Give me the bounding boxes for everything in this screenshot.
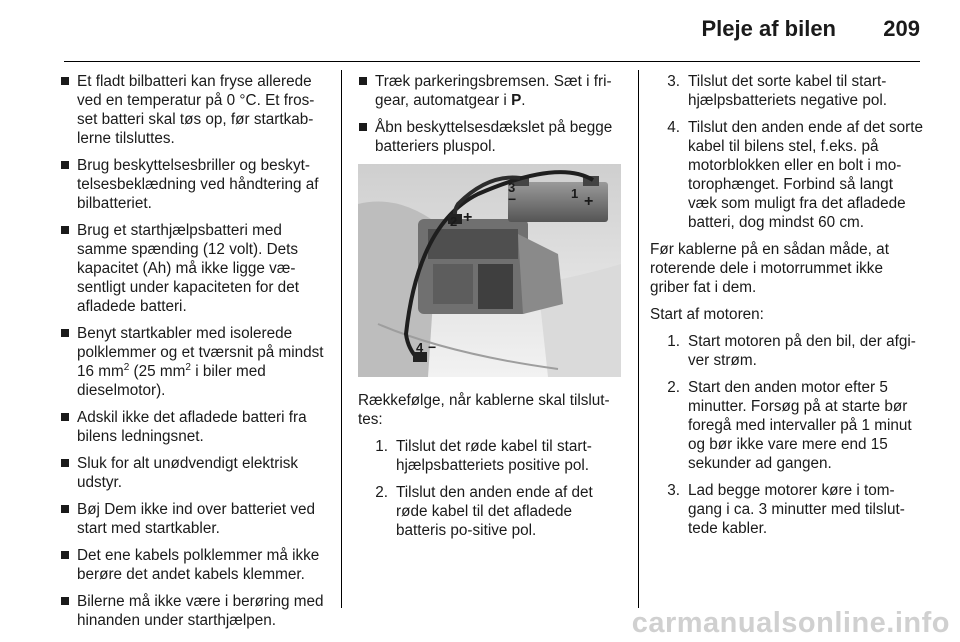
page-title: Pleje af bilen (701, 16, 836, 41)
label-4-minus: − (428, 339, 437, 355)
bullet-item: Sluk for alt unødvendigt elektrisk udstyr. (60, 454, 328, 492)
bullet-item: Bøj Dem ikke ind over batteriet ved start med startkabler. (60, 500, 328, 538)
list-item (650, 378, 925, 473)
bullet-item-cable-spec (60, 324, 328, 400)
bullet-item: Åbn beskyttelsesdækslet på begge batteriers pluspol. (358, 118, 626, 156)
label-2: 2 (450, 214, 458, 229)
column-1 (60, 72, 328, 638)
bullet-item: Bilerne må ikke være i berøring med hinanden under starthjælpen. (60, 592, 328, 630)
bullet-item-parking-brake (358, 72, 626, 110)
list-item (650, 118, 925, 232)
page-header (0, 0, 960, 62)
bullet-text: i biler med dieselmotor). (77, 363, 266, 399)
label-3: 3 (508, 180, 516, 195)
label-3-minus: − (508, 191, 517, 207)
engine-bay-image (358, 164, 621, 377)
bullet-item: Adskil ikke det afladede batteri fra bilens ledningsnet. (60, 408, 328, 446)
label-2-plus: + (463, 209, 473, 226)
list-item (650, 332, 925, 370)
label-1: 1 (571, 186, 579, 201)
section-label: Start af motoren: (650, 306, 764, 323)
list-item (358, 437, 626, 475)
sequence-intro: Rækkefølge, når kablerne skal tilslut-tes: (358, 392, 610, 428)
bullet-item: Det ene kabels polklemmer må ikke berøre det andet kabels klemmer. (60, 546, 328, 584)
step-text: Lad begge motorer køre i tom-gang i ca. 3 minutter med tilslut-tede kabler. (688, 482, 905, 537)
list-item (358, 483, 626, 540)
step-text: Start motoren på den bil, der afgi-ver strøm. (688, 333, 916, 369)
list-item (650, 72, 925, 110)
step-number: 1. (375, 438, 388, 455)
step-text: Tilslut det røde kabel til start-hjælpsbatteriets positive pol. (396, 438, 592, 474)
step-text: Tilslut den anden ende af det sorte kabel til bilens stel, f.eks. på motorblokken eller en bolt i mo-torophænget. Forbind så langt væk som muligt fra det afladede batteri, dog mindst 60 cm. (688, 119, 923, 231)
step-text: Tilslut det sorte kabel til start-hjælpsbatteriets negative pol. (688, 73, 887, 109)
label-4: 4 (416, 340, 424, 355)
superscript: 2 (123, 361, 130, 373)
bullet-item: Et fladt bilbatteri kan fryse allerede ved en temperatur på 0 °C. Et fros-set batteri skal tøs op, før startkab-lerne tilsluttes. (60, 72, 328, 148)
step-number: 2. (375, 484, 388, 501)
step-number: 2. (667, 379, 680, 396)
step-text: Tilslut den anden ende af det røde kabel til det afladede batteris po-sitive pol. (396, 484, 593, 539)
step-number: 4. (667, 119, 680, 136)
bullet-text: (25 mm (129, 363, 186, 380)
label-1-plus: + (584, 193, 594, 210)
bullet-text: . (521, 92, 526, 109)
bullet-text: Benyt startkabler med isolerede polklemmer og et tværsnit på mindst 16 mm (77, 325, 324, 380)
bullet-item: Brug et starthjælpsbatteri med samme spænding (12 volt). Dets kapacitet (Ah) må ikke ligge væ-sentligt under kapaciteten for det afladede batteri. (60, 221, 328, 316)
bullet-item: Brug beskyttelsesbriller og beskyt-telsesbeklædning ved håndtering af bilbatteriet. (60, 156, 328, 213)
step-text: Start den anden motor efter 5 minutter. Forsøg på at starte bør foregå med intervaller på 1 minut og bør ikke vare mere end 15 sekunder ad gangen. (688, 379, 912, 472)
column-3 (650, 72, 925, 546)
gear-symbol: P (511, 92, 522, 109)
step-number: 3. (667, 482, 680, 499)
paragraph: Før kablerne på en sådan måde, at roterende dele i motorrummet ikke griber fat i dem. (650, 241, 889, 296)
list-item (650, 481, 925, 538)
header-rule (64, 61, 920, 62)
superscript: 2 (185, 361, 191, 373)
step-number: 1. (667, 333, 680, 350)
step-number: 3. (667, 73, 680, 90)
column-divider-2 (638, 70, 639, 608)
column-2 (358, 72, 626, 548)
jump-start-illustration (358, 164, 621, 377)
column-divider-1 (341, 70, 342, 608)
page-number: 209 (883, 16, 920, 41)
watermark: carmanualsonline.info (631, 607, 950, 639)
bullet-text: Træk parkeringsbremsen. Sæt i fri-gear, automatgear i (375, 73, 612, 109)
